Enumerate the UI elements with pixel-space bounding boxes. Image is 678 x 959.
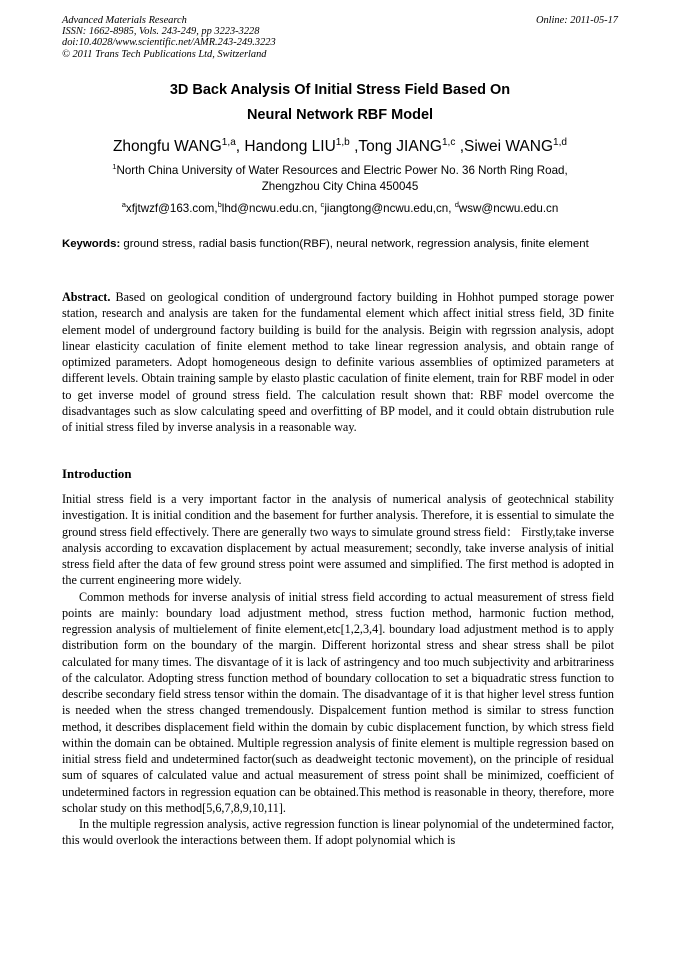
email-address: jiangtong@ncwu.edu,cn, [324, 202, 455, 215]
keywords-text: ground stress, radial basis function(RBF), neural network, regression analysis, finite element [120, 238, 589, 250]
journal-copyright: © 2011 Trans Tech Publications Ltd, Switzerland [62, 48, 267, 60]
email-marker: c [320, 200, 325, 210]
author-affiliation-marker: 1,c [441, 136, 456, 148]
affiliation-text: North China University of Water Resources and Electric Power No. 36 North Ring Road, [116, 164, 568, 177]
author-separator: , [455, 138, 465, 155]
author-affiliation-marker: 1,d [553, 136, 568, 148]
paragraph: Common methods for inverse analysis of initial stress field according to actual measurement of stress field points are mainly: boundary load adjustment method, stress fuction method, harmonic fuction method, regression analysis of multielement of finite element,etc[1,2,3,4]. boundary load adjustment method is to apply distribution form on the boundary of the margin. Different horizontal stress and shear stress shall be pilot calculated for many times. The disvantage of it is lack of astringency and too much subjectivity and arbitrariness of the calculator. Adopting stress function method of boundary collocation to set a biquadratic stress function to describe secondary field stress tensor within the domain. The disadvantage of it is that higher level stress funtion is needed when the stress changed tremendously. Dispalcement funtion method is similar to stress function method, it describes displacement field within the domain by cubic displacement function, by which stress field within the domain can be obtained. Multiple regression analysis of finite element is multiple regression based on initial stress field and undetermined factor(such as deadweight tectonic movement), on the principle of residual sum of squares of calculated value and actual measurement of stress point shall be minimized, coefficient of undetermined factors in regression equation can be obtained.This method is reasonable in theory, therefore, more scholar study on this method[5,6,7,8,9,10,11]. [62, 589, 614, 815]
journal-name: Advanced Materials Research [62, 15, 187, 26]
author-separator: , [235, 138, 245, 155]
author-name: Handong LIU [244, 138, 336, 155]
journal-doi: doi:10.4028/www.scientific.net/AMR.243-249.3223 [62, 37, 276, 49]
abstract-label: Abstract. [62, 290, 111, 304]
section-heading-introduction: Introduction [62, 467, 132, 481]
title-line-2: Neural Network RBF Model [246, 107, 434, 123]
email-address: xfjtwzf@163.com, [125, 202, 218, 215]
email-marker: b [217, 200, 222, 210]
paragraph: In the multiple regression analysis, active regression function is linear polynomial of the undetermined factor, this would overlook the interactions between them. If adopt polynomial which is [62, 817, 614, 848]
email-address: lhd@ncwu.edu.cn, [221, 202, 321, 215]
author-name: Tong JIANG [358, 138, 442, 155]
author-affiliation-marker: 1,a [221, 136, 236, 148]
author-list [62, 137, 618, 157]
author-affiliation-marker: 1,b [335, 136, 350, 148]
affiliation [62, 163, 618, 194]
journal-issn: ISSN: 1662-8985, Vols. 243-249, pp 3223-3228 [62, 26, 260, 38]
keywords-label: Keywords: [62, 238, 121, 250]
author-separator: , [349, 138, 359, 155]
email-address: wsw@ncwu.edu.cn [458, 202, 559, 215]
paper-title [62, 78, 618, 128]
affiliation-marker: 1 [112, 162, 117, 172]
email-list [62, 201, 618, 216]
introduction-body [62, 491, 614, 849]
abstract [62, 289, 614, 435]
author-name: Siwei WANG [464, 138, 554, 155]
affiliation-line-2: Zhengzhou City China 450045 [261, 179, 419, 193]
email-marker: a [121, 200, 126, 210]
author-name: Zhongfu WANG [112, 138, 222, 155]
abstract-text: Based on geological condition of underground factory building in Hohhot pumped storage power station, research and analysis are taken for the fundamental element which affect initial stress field, 3D finite element model of underground factory building is build for the analysis. Beigin with regrssion analysis, adopt linear elasticity caculation of finite element method to take linear regression analysis, and obtain range of optimized parameters. Adopt homogeneous design to definite various assemblies of optimized parameters at different levels. Obtain training sample by elasto plastic caculation of finite element, train for RBF model in oder to get inverse model of ground stress field. The calculation result shown that: RBF model overcome the disadvantages such as slow calculating speed and overfitting of BP model, and it could obtain distrubution rule of initial stress filed by inverse analysis in a reasonable way. [62, 290, 614, 434]
email-marker: d [454, 200, 459, 210]
paragraph: Initial stress field is a very important factor in the analysis of numerical analysis of geotechnical stability investigation. It is initial condition and the basement for further analysis. Therefore, it is essential to simulate the ground stress field effectively. There are generally two ways to simulate ground stress field： Firstly,take inverse analysis according to excavation displacement by actual measurement; secondly, take inverse analysis of initial stress field after the data of few ground stress point were assumed and simplified. The first method is adopted in the current engineering more widely. [62, 492, 615, 588]
journal-header [62, 15, 618, 60]
keywords [62, 237, 614, 252]
online-date: Online: 2011-05-17 [535, 15, 618, 26]
affiliation-line-1 [62, 163, 618, 179]
title-line-1: 3D Back Analysis Of Initial Stress Field Based On [169, 82, 511, 98]
